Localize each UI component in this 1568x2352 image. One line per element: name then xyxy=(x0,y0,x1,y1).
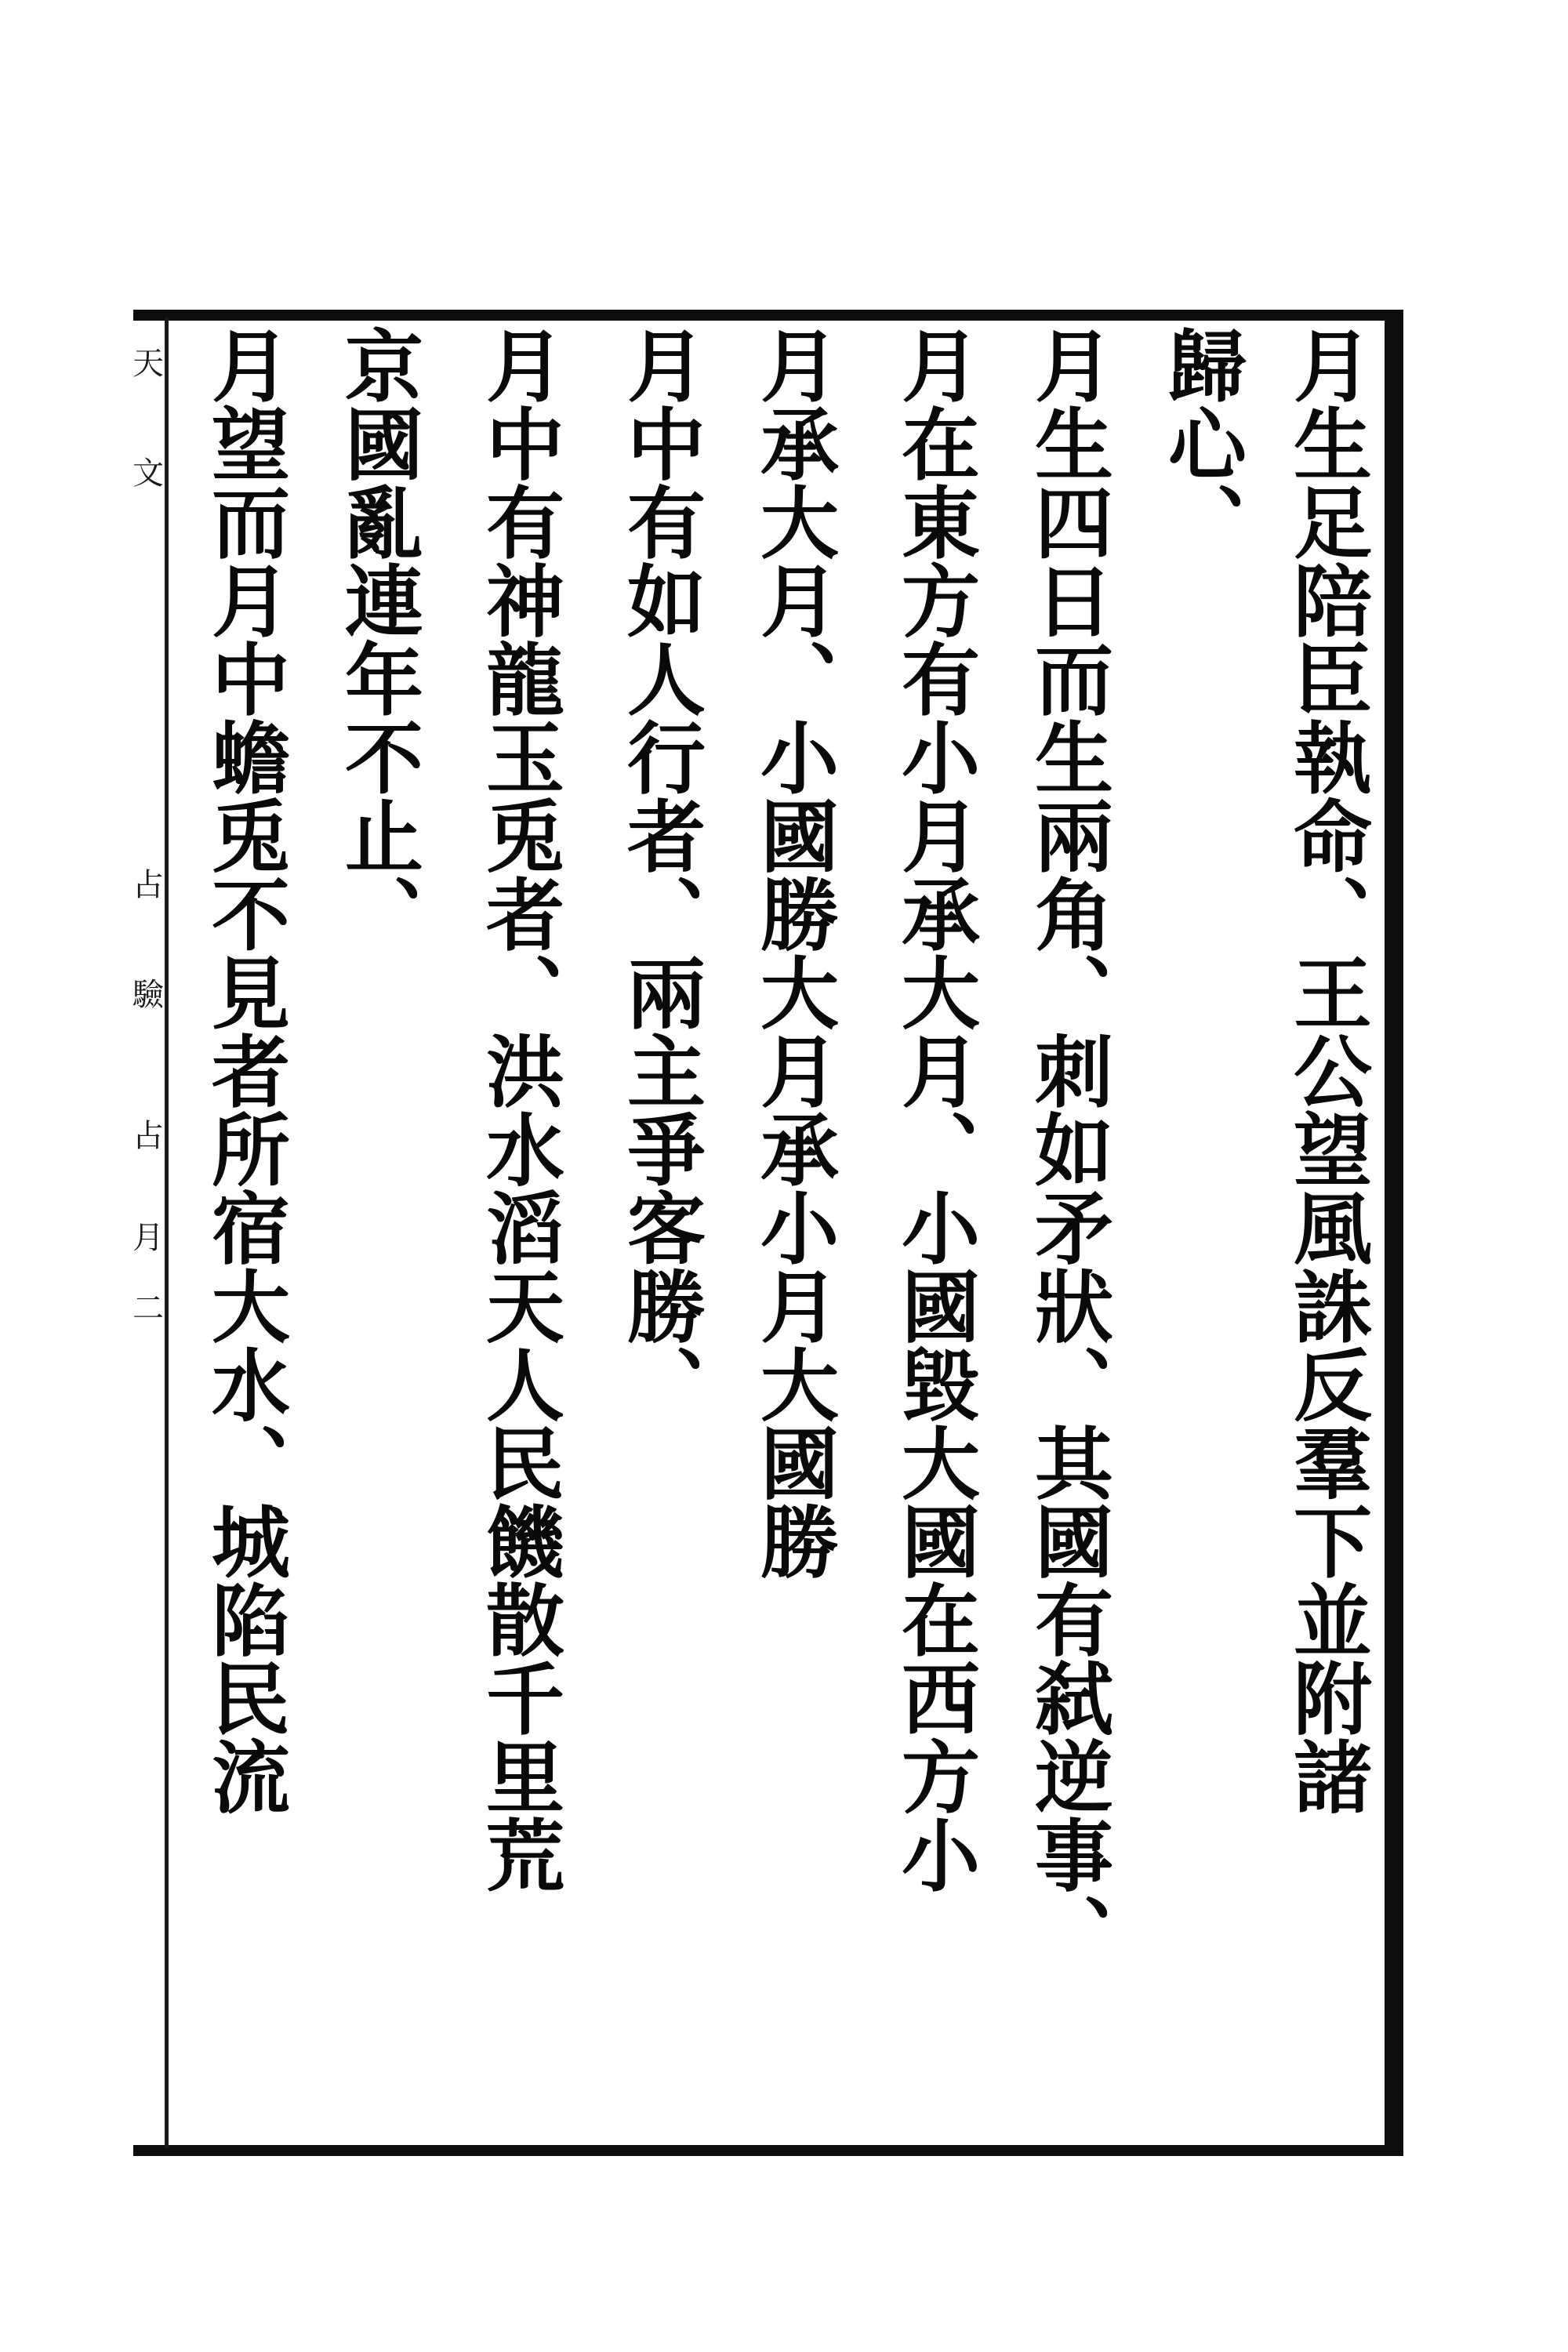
frame-bottom-border xyxy=(133,2145,1403,2156)
text-column-7: 月中有神龍玉兎者、洪水滔天人民饑散千里荒 xyxy=(473,325,565,1893)
text-column-9: 月望而月中蟾兎不見者所宿大水、城陷民流 xyxy=(198,325,291,1815)
text-column-6: 月中有如人行者、兩主爭客勝、 xyxy=(614,325,706,1423)
fold-char: 月 xyxy=(132,1220,164,1256)
frame-top-border xyxy=(133,310,1403,321)
fold-char: 二 xyxy=(132,1290,164,1327)
fold-char: 天 xyxy=(132,346,164,382)
text-column-3: 月生四日而生兩角、刺如矛狀、其國有弑逆事、 xyxy=(1022,325,1114,1972)
frame-right-border xyxy=(1385,310,1403,2156)
text-column-4: 月在東方有小月承大月、小國毀大國在西方小 xyxy=(888,325,981,1893)
fold-char: 占 xyxy=(132,867,164,903)
fold-char: 占 xyxy=(132,1118,164,1154)
fold-char: 驗 xyxy=(132,977,164,1013)
fold-margin xyxy=(129,318,167,2148)
text-column-2: 歸心、 xyxy=(1155,325,1247,561)
text-column-1: 月生足陪臣執命、王公望風誅反羣下並附諸 xyxy=(1280,325,1373,1815)
fold-char: 文 xyxy=(132,456,164,492)
text-column-8: 京國亂連年不止、 xyxy=(332,325,424,953)
text-column-5: 月承大月、小國勝大月承小月大國勝 xyxy=(747,325,840,1580)
